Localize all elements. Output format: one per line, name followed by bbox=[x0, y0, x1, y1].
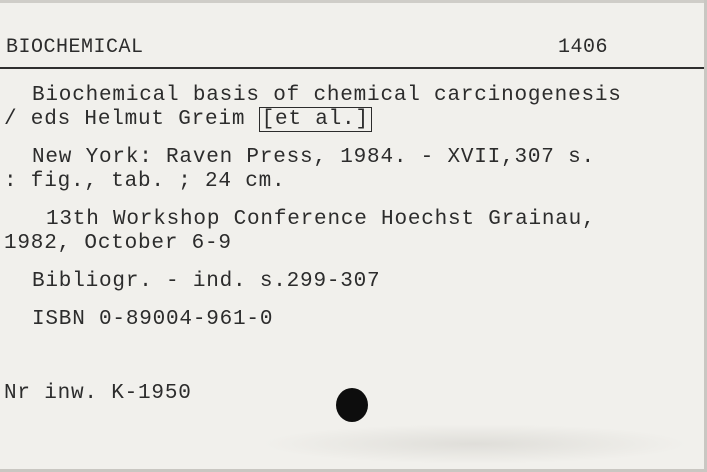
editors-text: / eds Helmut Greim bbox=[4, 108, 259, 131]
isbn-line: ISBN 0-89004-961-0 bbox=[32, 308, 274, 331]
editors-line bbox=[4, 108, 372, 132]
title-line: Biochemical basis of chemical carcinogenesis bbox=[32, 84, 622, 107]
imprint-line-1: New York: Raven Press, 1984. - XVII,307 s. bbox=[32, 146, 595, 169]
call-number: 1406 bbox=[558, 36, 609, 59]
subject-heading: BIOCHEMICAL bbox=[6, 36, 144, 59]
inventory-number: Nr inw. K-1950 bbox=[4, 382, 192, 405]
note-line-1: 13th Workshop Conference Hoechst Grainau, bbox=[46, 208, 596, 231]
imprint-line-2: : fig., tab. ; 24 cm. bbox=[4, 170, 286, 193]
card-top-edge bbox=[0, 0, 707, 3]
bibliography-note: Bibliogr. - ind. s.299-307 bbox=[32, 270, 381, 293]
card-smudge bbox=[260, 424, 690, 464]
card-header bbox=[0, 28, 707, 64]
note-line-2: 1982, October 6-9 bbox=[4, 232, 232, 255]
et-al-bracket: [et al.] bbox=[259, 107, 372, 132]
punch-hole bbox=[336, 388, 368, 422]
header-rule bbox=[0, 67, 707, 69]
